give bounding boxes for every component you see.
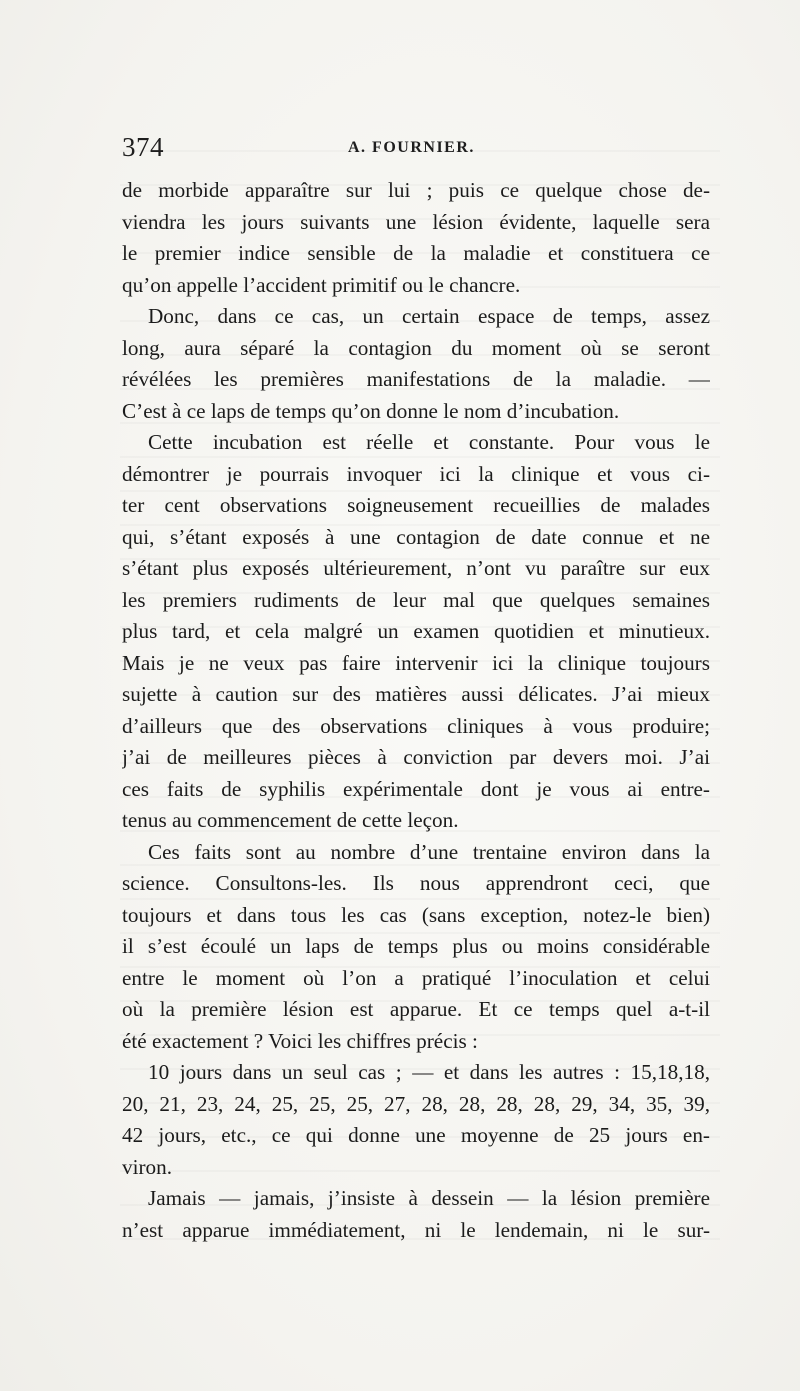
running-head: A. FOURNIER. [348, 139, 475, 156]
text-line: été exactement ? Voici les chiffres précis : [122, 1028, 478, 1053]
text-line: d’ailleurs que des observations cliniques à vous produire; [122, 713, 710, 738]
page-header [122, 132, 710, 164]
page-number: 374 [122, 132, 164, 162]
text-line: 10 jours dans un seul cas ; — et dans les autres : 15,18,18, [148, 1060, 710, 1084]
text-line: plus tard, et cela malgré un examen quotidien et minutieux. [122, 619, 710, 643]
text-line: viendra les jours suivants une lésion évidente, laquelle sera [122, 209, 710, 234]
text-line: Donc, dans ce cas, un certain espace de temps, assez [148, 304, 710, 328]
text-line: long, aura séparé la contagion du moment où se seront [122, 335, 710, 360]
text-line: science. Consultons-les. Ils nous apprendront ceci, que [122, 871, 710, 895]
text-line: entre le moment où l’on a pratiqué l’inoculation et celui [122, 965, 710, 990]
text-line: qu’on appelle l’accident primitif ou le chancre. [122, 272, 521, 297]
text-line: où la première lésion est apparue. Et ce temps quel a-t-il [122, 997, 710, 1021]
text-line: n’est apparue immédiatement, ni le lendemain, ni le sur- [122, 1217, 710, 1242]
text-line: sujette à caution sur des matières aussi délicates. J’ai mieux [122, 682, 710, 706]
text-line: ces faits de syphilis expérimentale dont je vous ai entre- [122, 776, 710, 801]
text-line: qui, s’étant exposés à une contagion de date connue et ne [122, 524, 710, 549]
text-line: Jamais — jamais, j’insiste à dessein — la lésion première [148, 1186, 710, 1210]
text-line: Ces faits sont au nombre d’une trentaine environ dans la [148, 839, 710, 864]
text-line: Cette incubation est réelle et constante. Pour vous le [148, 430, 710, 454]
text-line: de morbide apparaître sur lui ; puis ce quelque chose de- [122, 178, 710, 202]
text-line: viron. [122, 1154, 173, 1179]
text-line: 42 jours, etc., ce qui donne une moyenne de 25 jours en- [122, 1123, 710, 1147]
text-line: il s’est écoulé un laps de temps plus ou moins considérable [122, 934, 710, 958]
body-text [122, 175, 710, 1246]
text-line: tenus au commencement de cette leçon. [122, 808, 459, 832]
text-line: révélées les premières manifestations de la maladie. — [122, 367, 710, 391]
text-line: toujours et dans tous les cas (sans exception, notez-le bien) [122, 902, 710, 927]
text-line: le premier indice sensible de la maladie et constituera ce [122, 241, 710, 265]
text-line: C’est à ce laps de temps qu’on donne le nom d’incubation. [122, 398, 620, 423]
text-line: s’étant plus exposés ultérieurement, n’ont vu paraître sur eux [122, 556, 710, 580]
text-line: les premiers rudiments de leur mal que quelques semaines [122, 587, 710, 612]
text-line: 20, 21, 23, 24, 25, 25, 25, 27, 28, 28, 28, 28, 29, 34, 35, 39, [122, 1091, 710, 1116]
text-line: j’ai de meilleures pièces à conviction par devers moi. J’ai [122, 745, 710, 769]
text-line: démontrer je pourrais invoquer ici la clinique et vous ci- [122, 461, 710, 486]
text-line: ter cent observations soigneusement recueillies de malades [122, 493, 710, 517]
text-line: Mais je ne veux pas faire intervenir ici la clinique toujours [122, 650, 710, 675]
